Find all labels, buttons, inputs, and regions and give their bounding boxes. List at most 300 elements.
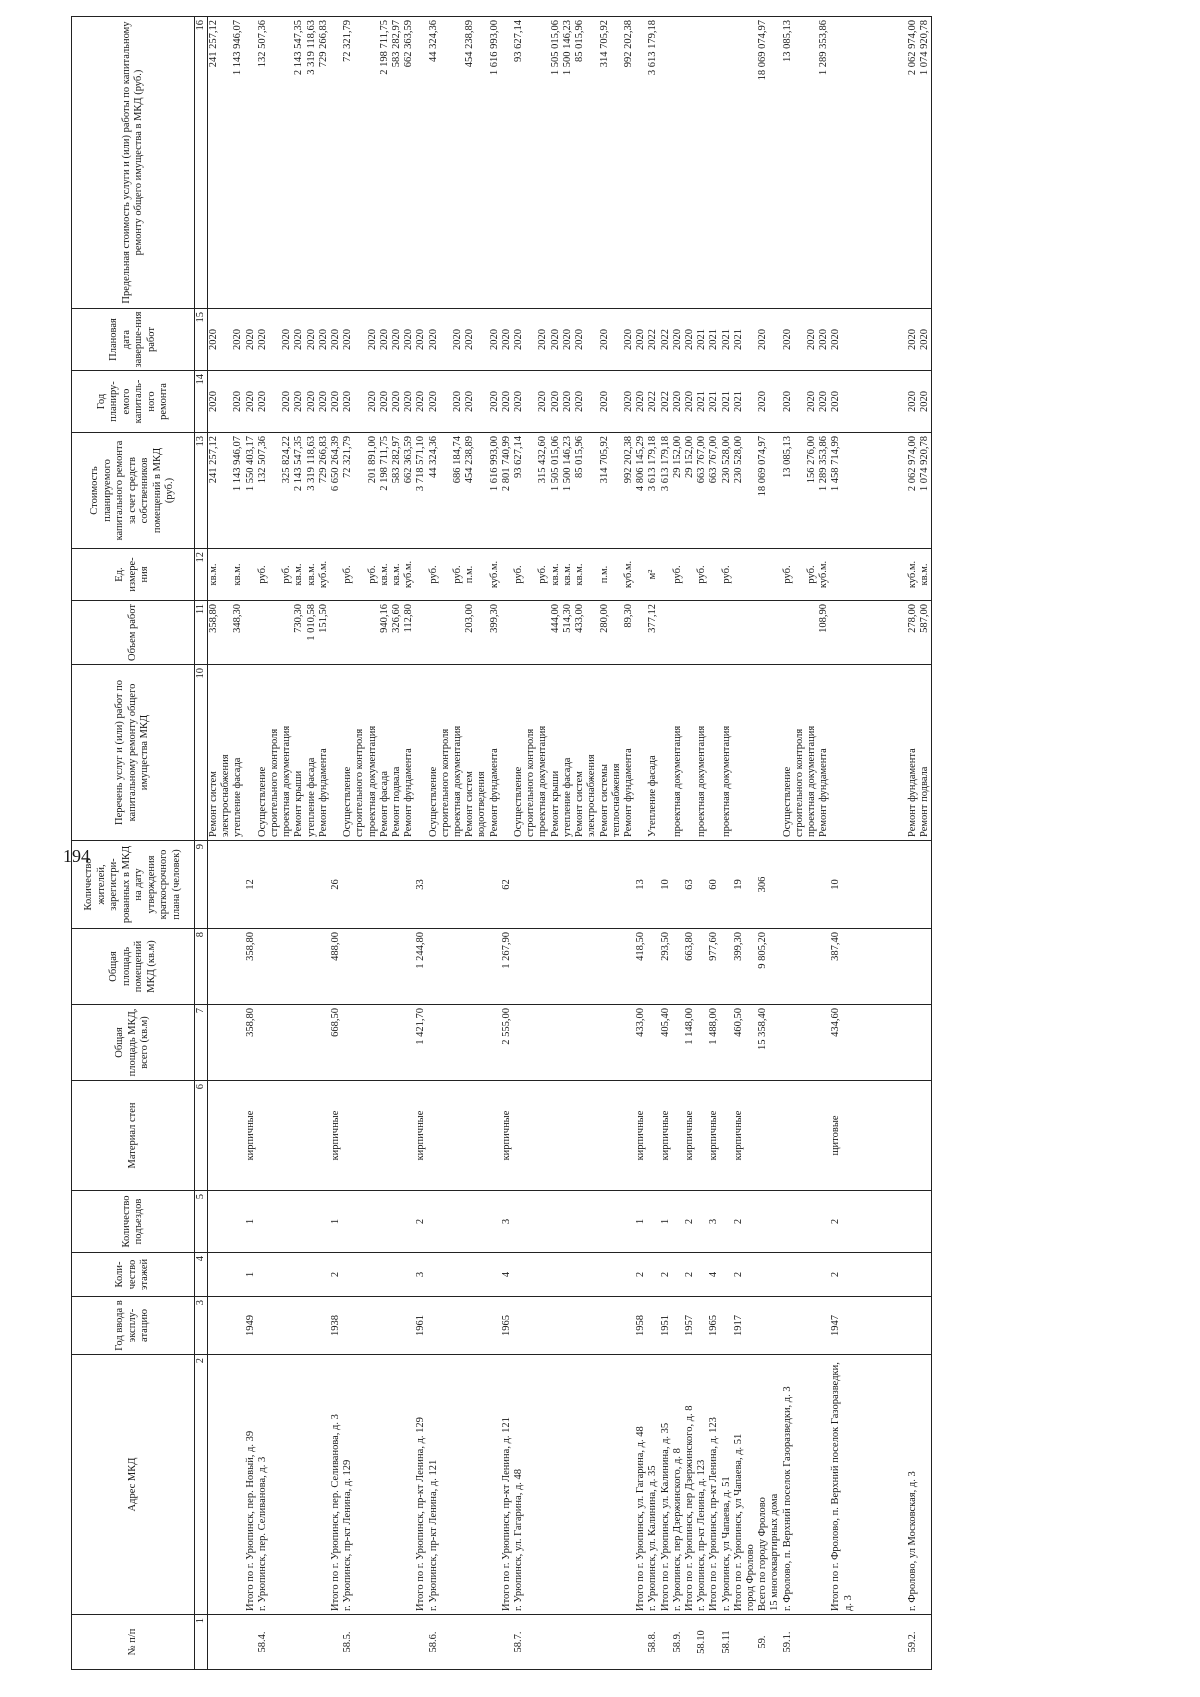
premises-area-cell [721, 929, 733, 1005]
work-volume-cell [537, 601, 549, 665]
year-built-cell [672, 1297, 684, 1355]
premises-area-cell [513, 929, 537, 1005]
address-cell [599, 1355, 623, 1615]
limit-cost-cell [281, 17, 293, 309]
work-type-cell: проектная документация [696, 665, 708, 841]
premises-area-cell [769, 929, 781, 1005]
row-number-cell [306, 1615, 318, 1670]
limit-cost-cell [745, 17, 757, 309]
limit-cost-cell [672, 17, 684, 309]
planned-cost-cell: 156 276,00 [806, 433, 818, 549]
year-built-cell: 1958 [635, 1297, 647, 1355]
entrances-count-cell [672, 1191, 684, 1253]
completion-date-cell: 2020 [623, 309, 635, 371]
wall-material-cell [562, 1081, 574, 1191]
unit-cell: куб.м. [818, 549, 830, 601]
address-cell [574, 1355, 598, 1615]
column-header: Стоимость планируемого капитального ремонта за счет средств собственников помещений в МКД (руб.) [72, 433, 195, 549]
row-number-cell [415, 1615, 427, 1670]
floors-count-cell [513, 1253, 537, 1297]
total-area-cell [391, 1005, 403, 1081]
work-type-cell: утепление фасада [306, 665, 318, 841]
work-volume-cell: 444,00 [550, 601, 562, 665]
year-built-cell [306, 1297, 318, 1355]
planned-year-cell [855, 371, 907, 433]
planned-year-cell: 2020 [623, 371, 635, 433]
unit-cell: кв.м. [379, 549, 391, 601]
row-number-cell [919, 1615, 932, 1670]
work-type-cell: Ремонт крыши [293, 665, 305, 841]
premises-area-cell [537, 929, 549, 1005]
unit-cell [733, 549, 745, 601]
completion-date-cell: 2021 [696, 309, 708, 371]
table-row [537, 17, 549, 1670]
address-cell: Итого по г. Урюпинск, пер. Селиванова, д. 3 [330, 1355, 342, 1615]
residents-count-cell [293, 841, 305, 929]
entrances-count-cell [855, 1191, 907, 1253]
limit-cost-cell [415, 17, 427, 309]
limit-cost-cell [367, 17, 379, 309]
row-number-cell [452, 1615, 464, 1670]
planned-year-cell: 2020 [318, 371, 330, 433]
limit-cost-cell: 1 505 015,06 [550, 17, 562, 309]
premises-area-cell [672, 929, 684, 1005]
wall-material-cell [647, 1081, 659, 1191]
unit-cell: п.м. [464, 549, 488, 601]
completion-date-cell: 2020 [379, 309, 391, 371]
unit-cell [245, 549, 257, 601]
entrances-count-cell [306, 1191, 318, 1253]
wall-material-cell [208, 1081, 233, 1191]
completion-date-cell: 2020 [757, 309, 769, 371]
floors-count-cell [306, 1253, 318, 1297]
floors-count-cell [818, 1253, 830, 1297]
total-area-cell [806, 1005, 818, 1081]
premises-area-cell: 358,80 [245, 929, 257, 1005]
year-built-cell [513, 1297, 537, 1355]
table-row [245, 17, 257, 1670]
row-number-cell [733, 1615, 745, 1670]
table-row [208, 17, 233, 1670]
floors-count-cell [208, 1253, 233, 1297]
row-number-cell [684, 1615, 696, 1670]
limit-cost-cell: 241 257,12 [208, 17, 233, 309]
year-built-cell [428, 1297, 452, 1355]
work-volume-cell [684, 601, 696, 665]
row-number-cell: 58.7. [513, 1615, 537, 1670]
premises-area-cell [257, 929, 281, 1005]
residents-count-cell [379, 841, 391, 929]
residents-count-cell [452, 841, 464, 929]
limit-cost-cell: 314 705,92 [599, 17, 623, 309]
residents-count-cell [464, 841, 488, 929]
address-cell: г. Урюпинск, пер Дзержинского, д. 8 [672, 1355, 684, 1615]
work-volume-cell [513, 601, 537, 665]
address-cell: г. Урюпинск, пер. Селиванова, д. 3 [257, 1355, 281, 1615]
entrances-count-cell: 2 [733, 1191, 745, 1253]
unit-cell: руб. [257, 549, 281, 601]
year-built-cell: 1917 [733, 1297, 745, 1355]
planned-year-cell: 2020 [391, 371, 403, 433]
entrances-count-cell [574, 1191, 598, 1253]
row-number-cell [293, 1615, 305, 1670]
work-type-cell [745, 665, 757, 841]
entrances-count-cell [232, 1191, 244, 1253]
floors-count-cell [342, 1253, 366, 1297]
floors-count-cell [428, 1253, 452, 1297]
limit-cost-cell [696, 17, 708, 309]
address-cell [623, 1355, 635, 1615]
work-type-cell [684, 665, 696, 841]
floors-count-cell [489, 1253, 501, 1297]
wall-material-cell [232, 1081, 244, 1191]
row-number-cell [281, 1615, 293, 1670]
floors-count-cell: 4 [708, 1253, 720, 1297]
residents-count-cell [257, 841, 281, 929]
planned-cost-cell: 3 613 179,18 [660, 433, 672, 549]
unit-cell [745, 549, 757, 601]
work-volume-cell [501, 601, 513, 665]
year-built-cell [391, 1297, 403, 1355]
floors-count-cell [574, 1253, 598, 1297]
premises-area-cell [782, 929, 806, 1005]
unit-cell: куб.м. [907, 549, 919, 601]
completion-date-cell: 2020 [464, 309, 488, 371]
planned-cost-cell: 44 324,36 [428, 433, 452, 549]
page-number: 194 [63, 846, 90, 866]
floors-count-cell: 2 [830, 1253, 854, 1297]
premises-area-cell [745, 929, 757, 1005]
work-type-cell [757, 665, 769, 841]
work-type-cell: проектная документация [672, 665, 684, 841]
planned-year-cell: 2020 [513, 371, 537, 433]
work-type-cell: Осуществление строительного контроля [257, 665, 281, 841]
floors-count-cell [672, 1253, 684, 1297]
unit-cell: руб. [696, 549, 708, 601]
table-row [464, 17, 488, 1670]
address-cell: Всего по городу Фролово [757, 1355, 769, 1615]
premises-area-cell [574, 929, 598, 1005]
residents-count-cell [696, 841, 708, 929]
year-built-cell [818, 1297, 830, 1355]
work-type-cell [415, 665, 427, 841]
planned-year-cell: 2021 [721, 371, 733, 433]
column-header: Предельная стоимость услуги и (или) работы по капитальному ремонту общего имущества в МКД (руб.) [72, 17, 195, 309]
residents-count-cell [306, 841, 318, 929]
column-number: 3 [195, 1297, 208, 1355]
planned-year-cell: 2020 [330, 371, 342, 433]
completion-date-cell: 2020 [415, 309, 427, 371]
work-type-cell: проектная документация [452, 665, 464, 841]
work-type-cell: Ремонт фасада [379, 665, 391, 841]
limit-cost-cell [733, 17, 745, 309]
floors-count-cell: 3 [415, 1253, 427, 1297]
address-cell [403, 1355, 415, 1615]
wall-material-cell [919, 1081, 932, 1191]
address-cell [306, 1355, 318, 1615]
premises-area-cell [855, 929, 907, 1005]
unit-cell [415, 549, 427, 601]
wall-material-cell [721, 1081, 733, 1191]
work-type-cell: проектная документация [806, 665, 818, 841]
planned-year-cell: 2020 [672, 371, 684, 433]
entrances-count-cell [391, 1191, 403, 1253]
wall-material-cell [855, 1081, 907, 1191]
work-type-cell: Ремонт систем электроснабжения [208, 665, 233, 841]
total-area-cell [721, 1005, 733, 1081]
planned-cost-cell: 29 152,00 [684, 433, 696, 549]
year-built-cell [342, 1297, 366, 1355]
residents-count-cell [647, 841, 659, 929]
table-row [830, 17, 854, 1670]
planned-year-cell: 2020 [599, 371, 623, 433]
wall-material-cell [489, 1081, 501, 1191]
planned-cost-cell: 686 184,74 [452, 433, 464, 549]
limit-cost-cell: 3 613 179,18 [647, 17, 659, 309]
work-type-cell: Осуществление строительного контроля [782, 665, 806, 841]
premises-area-cell [623, 929, 635, 1005]
address-cell: Итого по г. Урюпинск, ул Чапаева, д. 51 [733, 1355, 745, 1615]
year-built-cell [745, 1297, 757, 1355]
address-cell [855, 1355, 907, 1615]
floors-count-cell [769, 1253, 781, 1297]
address-cell: Итого по г. Урюпинск, пр-кт Ленина, д. 129 [415, 1355, 427, 1615]
table-row [660, 17, 672, 1670]
completion-date-cell: 2020 [684, 309, 696, 371]
work-volume-cell: 1 010,58 [306, 601, 318, 665]
work-volume-cell: 278,00 [907, 601, 919, 665]
year-built-cell [452, 1297, 464, 1355]
entrances-count-cell [919, 1191, 932, 1253]
header-row [72, 17, 195, 1670]
address-cell [391, 1355, 403, 1615]
premises-area-cell [599, 929, 623, 1005]
limit-cost-cell [537, 17, 549, 309]
completion-date-cell: 2020 [306, 309, 318, 371]
year-built-cell [721, 1297, 733, 1355]
column-header: Количество жителей, зарегистри-рованных в МКД на дату утверждения краткосрочного плана (человек) [72, 841, 195, 929]
limit-cost-cell: 18 069 074,97 [757, 17, 769, 309]
work-volume-cell [428, 601, 452, 665]
column-number: 11 [195, 601, 208, 665]
column-number: 9 [195, 841, 208, 929]
limit-cost-cell [501, 17, 513, 309]
planned-cost-cell: 85 015,96 [574, 433, 598, 549]
completion-date-cell: 2020 [635, 309, 647, 371]
address-cell [208, 1355, 233, 1615]
planned-cost-cell: 315 432,60 [537, 433, 549, 549]
limit-cost-cell: 3 319 118,63 [306, 17, 318, 309]
table-row [318, 17, 330, 1670]
year-built-cell: 1949 [245, 1297, 257, 1355]
residents-count-cell [428, 841, 452, 929]
planned-cost-cell: 662 363,59 [403, 433, 415, 549]
unit-cell: м² [647, 549, 659, 601]
completion-date-cell: 2020 [208, 309, 233, 371]
year-built-cell [281, 1297, 293, 1355]
unit-cell: руб. [367, 549, 379, 601]
planned-cost-cell: 729 266,83 [318, 433, 330, 549]
work-type-cell: Ремонт фундамента [818, 665, 830, 841]
total-area-cell [342, 1005, 366, 1081]
floors-count-cell [782, 1253, 806, 1297]
entrances-count-cell [257, 1191, 281, 1253]
wall-material-cell [696, 1081, 708, 1191]
premises-area-cell [919, 929, 932, 1005]
work-volume-cell [452, 601, 464, 665]
work-type-cell: Ремонт системы теплоснабжения [599, 665, 623, 841]
wall-material-cell [537, 1081, 549, 1191]
total-area-cell [232, 1005, 244, 1081]
floors-count-cell [907, 1253, 919, 1297]
planned-year-cell: 2020 [818, 371, 830, 433]
total-area-cell [782, 1005, 806, 1081]
entrances-count-cell [513, 1191, 537, 1253]
total-area-cell [306, 1005, 318, 1081]
floors-count-cell [318, 1253, 330, 1297]
limit-cost-cell [660, 17, 672, 309]
limit-cost-cell [452, 17, 464, 309]
residents-count-cell [489, 841, 501, 929]
year-built-cell [562, 1297, 574, 1355]
completion-date-cell: 2020 [232, 309, 244, 371]
completion-date-cell: 2020 [830, 309, 854, 371]
entrances-count-cell [769, 1191, 781, 1253]
entrances-count-cell: 2 [415, 1191, 427, 1253]
planned-year-cell: 2020 [281, 371, 293, 433]
work-type-cell [769, 665, 781, 841]
work-volume-cell [782, 601, 806, 665]
row-number-cell: 59.1. [782, 1615, 806, 1670]
row-number-cell: 58.4. [257, 1615, 281, 1670]
wall-material-cell [428, 1081, 452, 1191]
table-row [806, 17, 818, 1670]
completion-date-cell: 2020 [245, 309, 257, 371]
entrances-count-cell [464, 1191, 488, 1253]
planned-year-cell: 2020 [208, 371, 233, 433]
planned-cost-cell: 992 202,38 [623, 433, 635, 549]
entrances-count-cell: 1 [245, 1191, 257, 1253]
unit-cell: куб.м. [318, 549, 330, 601]
residents-count-cell: 12 [245, 841, 257, 929]
residents-count-cell [623, 841, 635, 929]
table-row [769, 17, 781, 1670]
completion-date-cell: 2020 [281, 309, 293, 371]
planned-year-cell: 2022 [660, 371, 672, 433]
planned-year-cell [769, 371, 781, 433]
entrances-count-cell [452, 1191, 464, 1253]
work-type-cell: Ремонт фундамента [489, 665, 501, 841]
entrances-count-cell [342, 1191, 366, 1253]
work-type-cell [830, 665, 854, 841]
planned-cost-cell: 314 705,92 [599, 433, 623, 549]
planned-cost-cell [769, 433, 781, 549]
table-row [623, 17, 635, 1670]
table-row [721, 17, 733, 1670]
row-number-cell [599, 1615, 623, 1670]
year-built-cell: 1965 [708, 1297, 720, 1355]
address-cell [452, 1355, 464, 1615]
premises-area-cell [391, 929, 403, 1005]
year-built-cell [769, 1297, 781, 1355]
unit-cell [855, 549, 907, 601]
wall-material-cell: кирпичные [708, 1081, 720, 1191]
planned-cost-cell: 663 767,00 [708, 433, 720, 549]
entrances-count-cell: 2 [830, 1191, 854, 1253]
residents-count-cell [513, 841, 537, 929]
completion-date-cell: 2020 [806, 309, 818, 371]
residents-count-cell: 13 [635, 841, 647, 929]
unit-cell: руб. [428, 549, 452, 601]
work-volume-cell: 326,60 [391, 601, 403, 665]
address-cell: г. Урюпинск, пр-кт Ленина, д. 123 [696, 1355, 708, 1615]
work-volume-cell [415, 601, 427, 665]
column-number: 4 [195, 1253, 208, 1297]
work-volume-cell [721, 601, 733, 665]
planned-cost-cell: 2 198 711,75 [379, 433, 391, 549]
column-header: Материал стен [72, 1081, 195, 1191]
wall-material-cell [745, 1081, 757, 1191]
work-volume-cell [367, 601, 379, 665]
entrances-count-cell [647, 1191, 659, 1253]
completion-date-cell [745, 309, 757, 371]
work-type-cell: Ремонт систем водоотведения [464, 665, 488, 841]
unit-cell [684, 549, 696, 601]
planned-year-cell: 2020 [415, 371, 427, 433]
residents-count-cell: 62 [501, 841, 513, 929]
work-volume-cell [708, 601, 720, 665]
planned-year-cell: 2021 [696, 371, 708, 433]
unit-cell: кв.м. [208, 549, 233, 601]
floors-count-cell: 2 [330, 1253, 342, 1297]
address-cell [367, 1355, 379, 1615]
year-built-cell: 1947 [830, 1297, 854, 1355]
premises-area-cell [342, 929, 366, 1005]
work-volume-cell [635, 601, 647, 665]
planned-year-cell: 2020 [245, 371, 257, 433]
planned-cost-cell: 1 289 353,86 [818, 433, 830, 549]
planned-cost-cell [855, 433, 907, 549]
table-row [403, 17, 415, 1670]
address-cell [318, 1355, 330, 1615]
premises-area-cell: 293,50 [660, 929, 672, 1005]
planned-year-cell: 2020 [428, 371, 452, 433]
floors-count-cell [550, 1253, 562, 1297]
address-cell [550, 1355, 562, 1615]
work-volume-cell [696, 601, 708, 665]
planned-year-cell: 2020 [907, 371, 919, 433]
unit-cell [830, 549, 854, 601]
column-number: 13 [195, 433, 208, 549]
work-volume-cell [769, 601, 781, 665]
floors-count-cell [919, 1253, 932, 1297]
planned-cost-cell: 72 321,79 [342, 433, 366, 549]
residents-count-cell [550, 841, 562, 929]
planned-year-cell: 2020 [635, 371, 647, 433]
limit-cost-cell: 1 143 946,07 [232, 17, 244, 309]
floors-count-cell: 2 [635, 1253, 647, 1297]
total-area-cell [574, 1005, 598, 1081]
unit-cell: куб.м. [623, 549, 635, 601]
column-number: 14 [195, 371, 208, 433]
wall-material-cell [306, 1081, 318, 1191]
planned-year-cell: 2020 [574, 371, 598, 433]
work-type-cell: Ремонт фундамента [403, 665, 415, 841]
residents-count-cell [855, 841, 907, 929]
completion-date-cell: 2020 [257, 309, 281, 371]
total-area-cell [281, 1005, 293, 1081]
planned-year-cell: 2020 [806, 371, 818, 433]
